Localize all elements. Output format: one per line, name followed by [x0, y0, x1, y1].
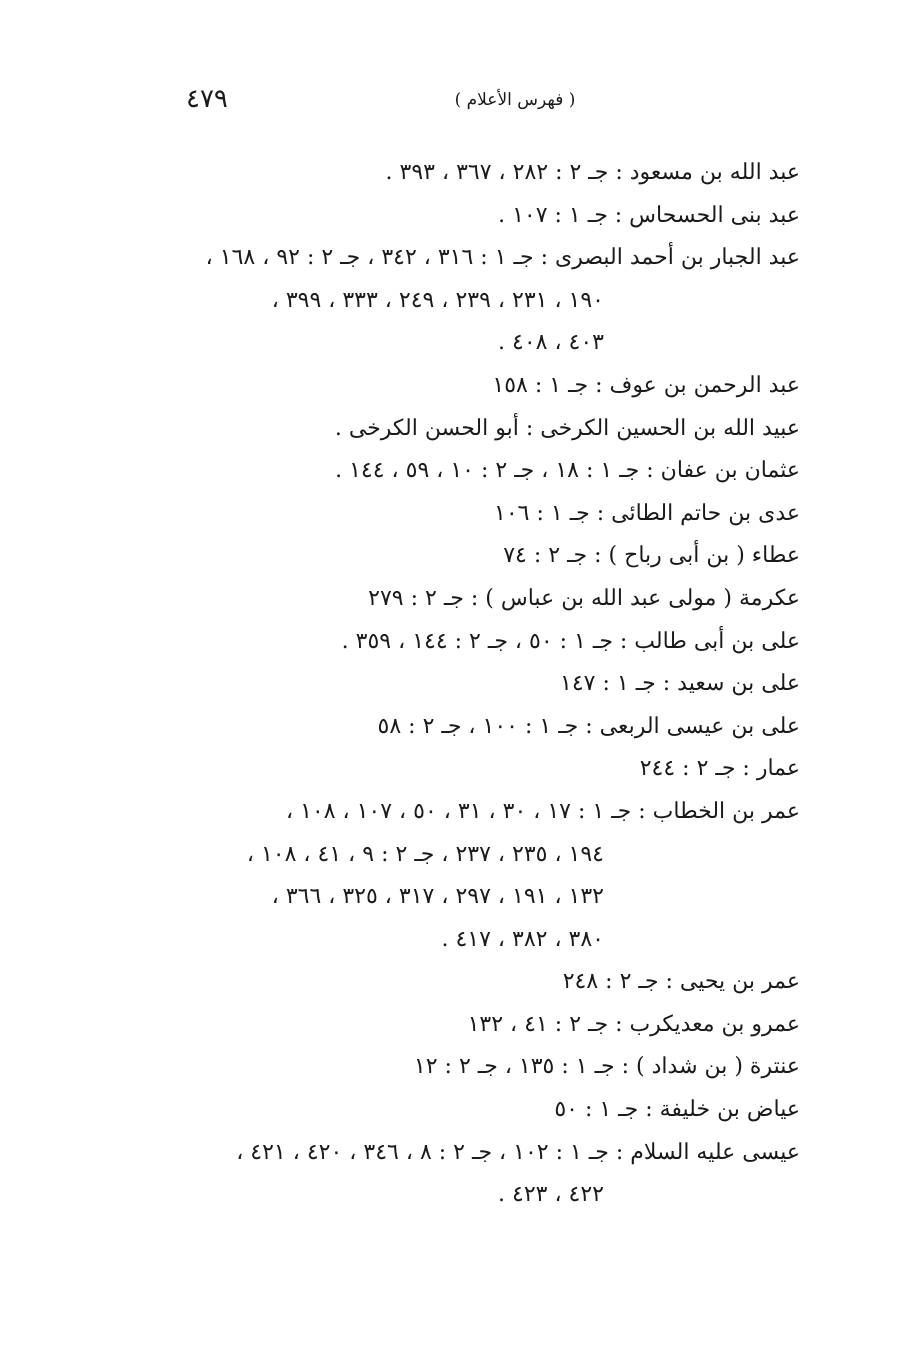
index-entry: عمار : جـ ٢ : ٢٤٤: [639, 756, 800, 782]
index-entry: على بن سعيد : جـ ١ : ١٤٧: [560, 671, 800, 697]
index-entry: عنترة ( بن شداد ) : جـ ١ : ١٣٥ ، جـ ٢ : ١٢: [413, 1054, 800, 1080]
index-entry-continuation: ١٩٠ ، ٢٣١ ، ٢٣٩ ، ٢٤٩ ، ٣٣٣ ، ٣٩٩ ،: [271, 287, 604, 313]
index-entry: عدى بن حاتم الطائى : جـ ١ : ١٠٦: [494, 500, 800, 526]
index-entry-continuation: ٣٨٠ ، ٣٨٢ ، ٤١٧ .: [441, 926, 604, 952]
index-entry-continuation: ٤٢٢ ، ٤٢٣ .: [498, 1182, 604, 1208]
index-of-names: [110, 152, 800, 1217]
index-entry: عطاء ( بن أبى رباح ) : جـ ٢ : ٧٤: [503, 543, 800, 569]
index-entry: عياض بن خليفة : جـ ١ : ٥٠: [554, 1097, 800, 1123]
index-entry: عبد الرحمن بن عوف : جـ ١ : ١٥٨: [492, 372, 800, 398]
index-entry: على بن أبى طالب : جـ ١ : ٥٠ ، جـ ٢ : ١٤٤ ، ٣٥٩ .: [341, 628, 800, 654]
index-entry: عبد الجبار بن أحمد البصرى : جـ ١ : ٣١٦ ، ٣٤٢ ، جـ ٢ : ٩٢ ، ١٦٨ ،: [205, 245, 800, 271]
index-entry-continuation: ١٩٤ ، ٢٣٥ ، ٢٣٧ ، جـ ٢ : ٩ ، ٤١ ، ١٠٨ ،: [246, 841, 604, 867]
index-entry: عكرمة ( مولى عبد الله بن عباس ) : جـ ٢ : ٢٧٩: [368, 585, 800, 611]
index-entry: عبيد الله بن الحسين الكرخى : أبو الحسن الكرخى .: [334, 415, 800, 441]
index-entry: عثمان بن عفان : جـ ١ : ١٨ ، جـ ٢ : ١٠ ، ٥٩ ، ١٤٤ .: [335, 458, 800, 484]
index-entry: على بن عيسى الربعى : جـ ١ : ١٠٠ ، جـ ٢ : ٥٨: [377, 713, 800, 739]
running-title: ( فهرس الأعلام ): [454, 90, 576, 110]
page-number: ٤٧٩: [186, 84, 228, 114]
index-entry: عبد الله بن مسعود : جـ ٢ : ٢٨٢ ، ٣٦٧ ، ٣٩٣ .: [385, 160, 800, 185]
index-entry: عيسى عليه السلام : جـ ١ : ١٠٢ ، جـ ٢ : ٨ ، ٣٤٦ ، ٤٢٠ ، ٤٢١ ،: [236, 1139, 800, 1165]
index-entry: عمرو بن معديكرب : جـ ٢ : ٤١ ، ١٣٢: [467, 1011, 800, 1037]
index-entry-continuation: ٤٠٣ ، ٤٠٨ .: [498, 330, 604, 356]
index-entry: عمر بن يحيى : جـ ٢ : ٢٤٨: [562, 969, 800, 995]
index-entry: عبد بنى الحسحاس : جـ ١ : ١٠٧ .: [498, 202, 800, 228]
index-entry: عمر بن الخطاب : جـ ١ : ١٧ ، ٣٠ ، ٣١ ، ٥٠ ، ١٠٧ ، ١٠٨ ،: [285, 798, 800, 824]
index-entry-continuation: ١٣٢ ، ١٩١ ، ٢٩٧ ، ٣١٧ ، ٣٢٥ ، ٣٦٦ ،: [271, 884, 604, 910]
